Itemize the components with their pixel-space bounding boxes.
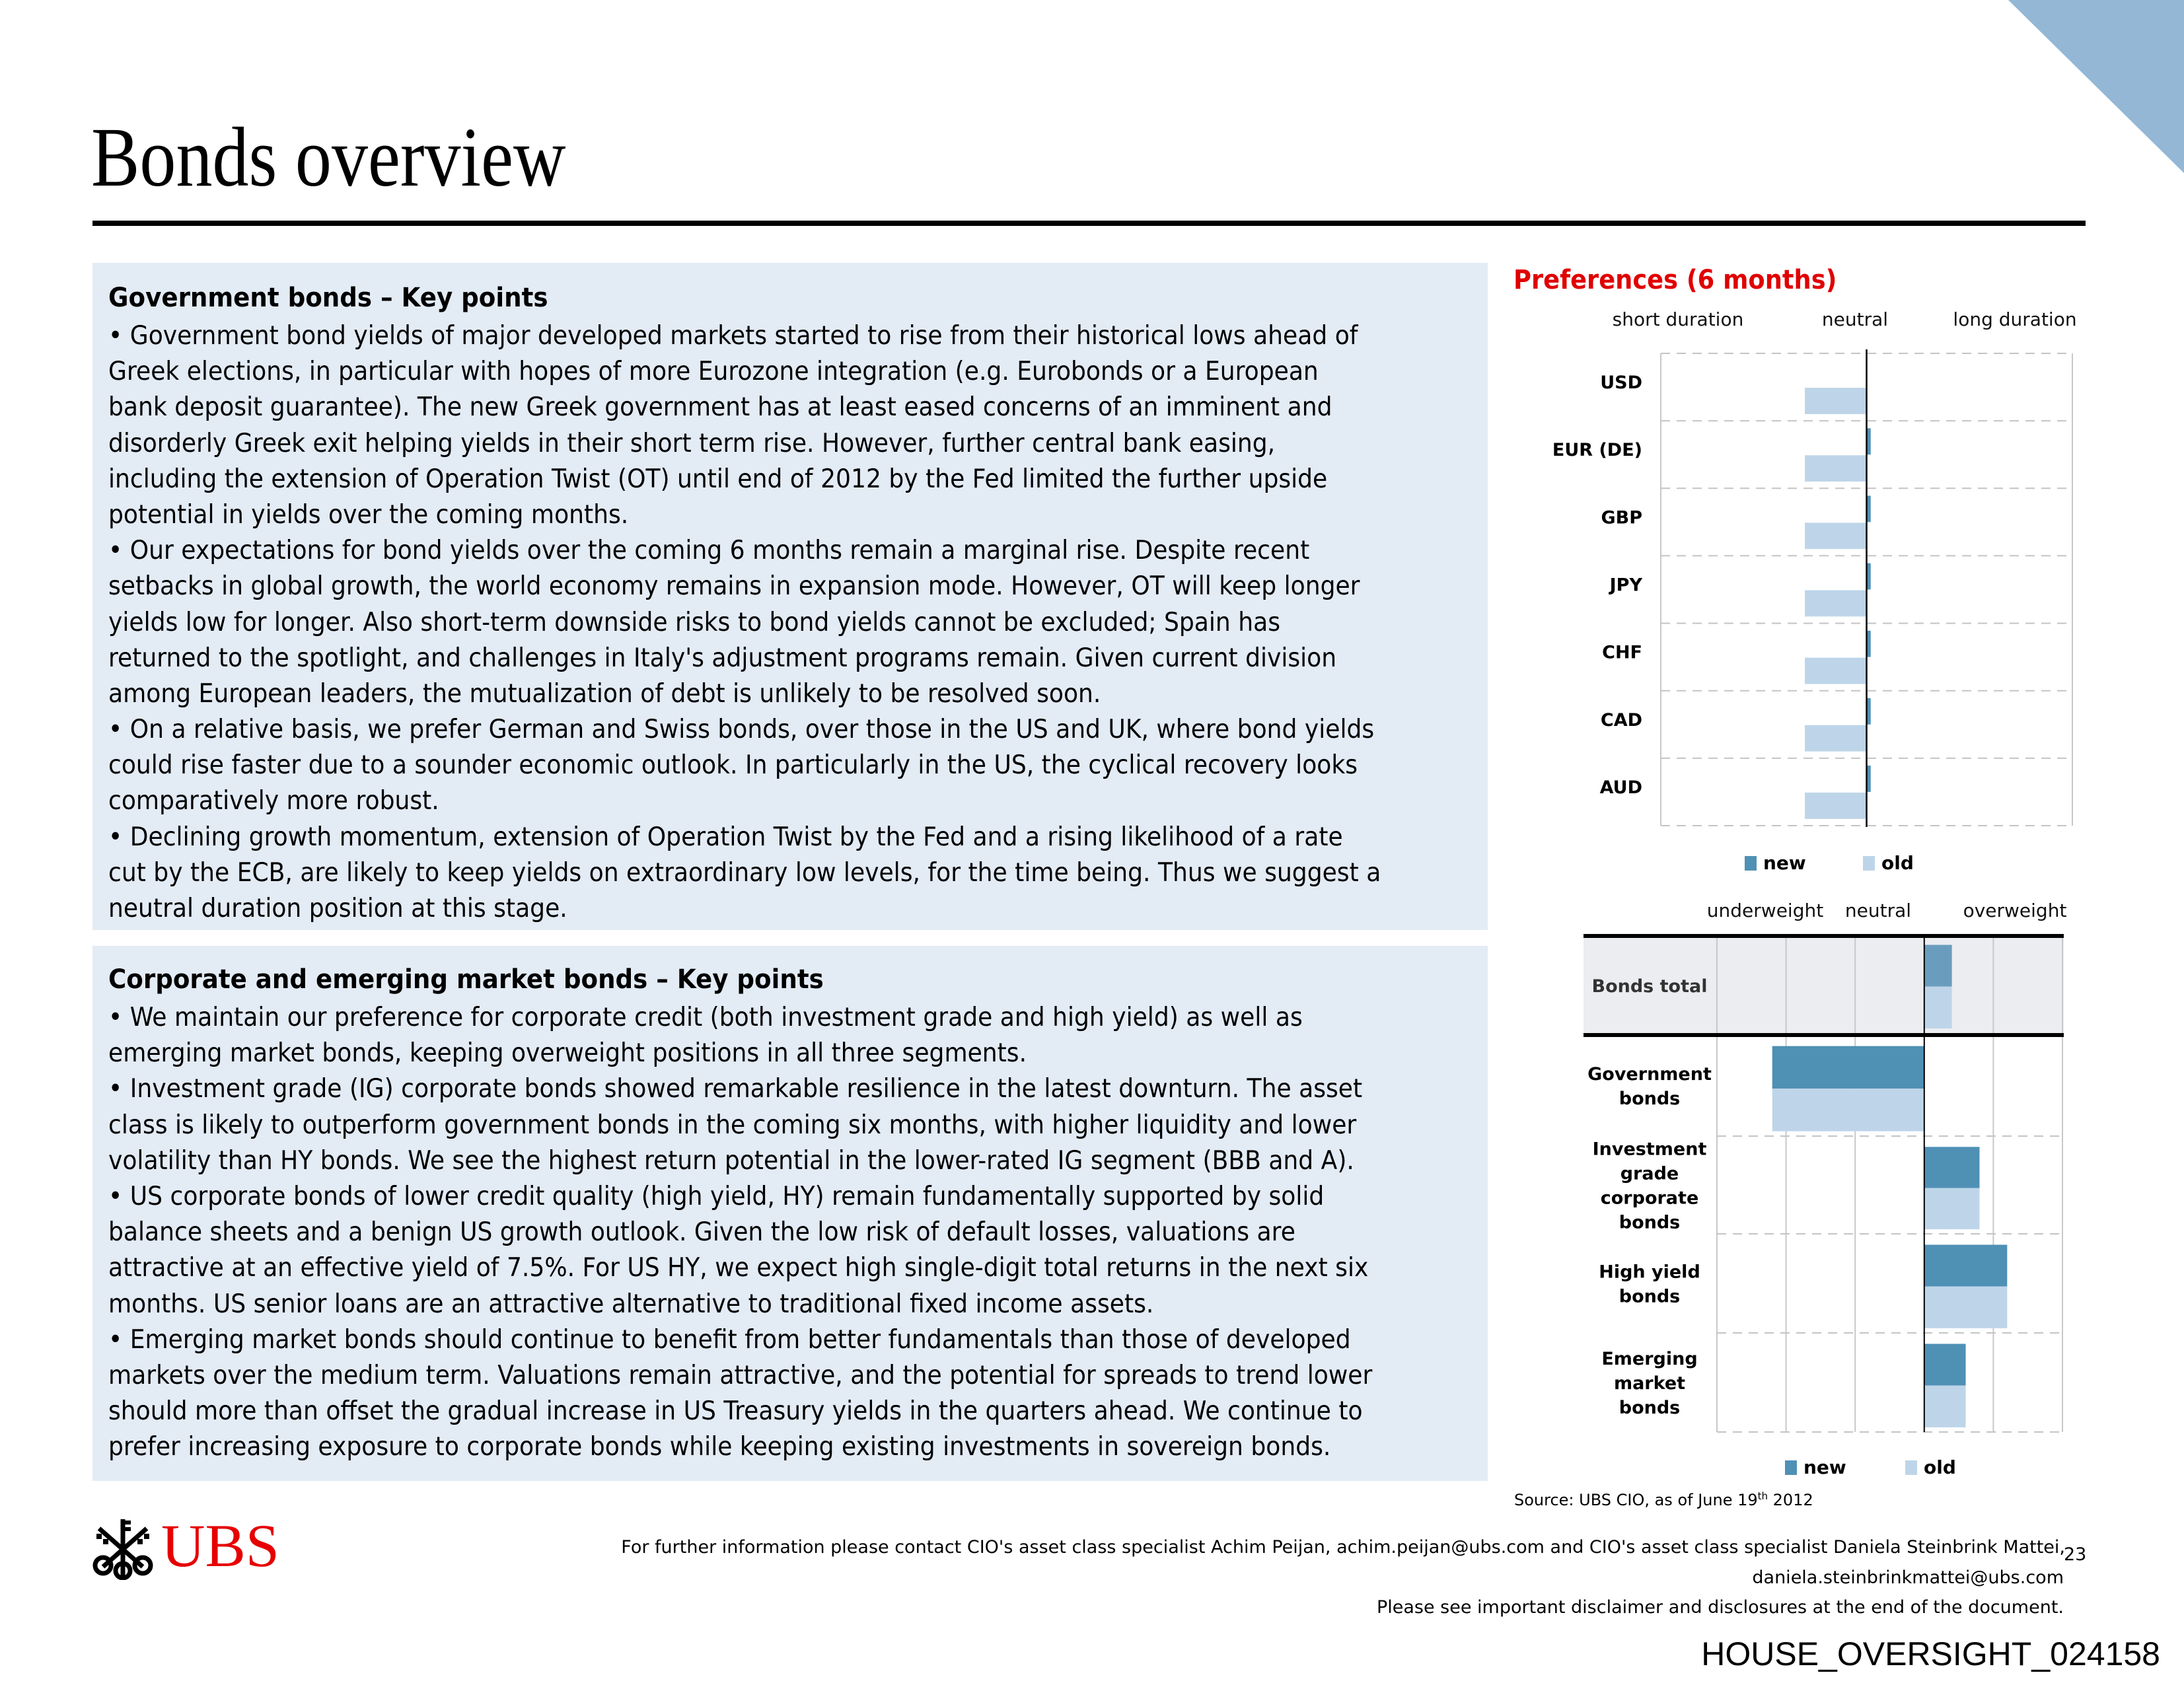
- text-line: yields low for longer. Also short-term downside risks to bond yields cannot be excluded; Spain has: [108, 607, 1281, 637]
- bar-old: [1924, 987, 1952, 1028]
- title-divider: [92, 221, 2086, 226]
- category-label: [1592, 976, 1708, 997]
- text-line: emerging market bonds, keeping overweight positions in all three segments.: [108, 1038, 1027, 1069]
- category-label-line: Bonds total: [1591, 976, 1708, 997]
- category-label: GBP: [1601, 507, 1642, 528]
- text-line: prefer increasing exposure to corporate bonds while keeping existing investments in sovereign bonds.: [108, 1432, 1331, 1462]
- bar-old: [1805, 455, 1866, 482]
- legend-label-old: old: [1881, 852, 1914, 874]
- category-label: [1599, 1262, 1700, 1307]
- contact-line-1: For further information please contact CIO's asset class specialist Achim Peijan, achim.peijan@ubs.com and CIO's asset class specialist Daniela Steinbrink Mattei,: [621, 1537, 2065, 1558]
- category-label-line: Emerging: [1601, 1349, 1698, 1369]
- category-label: EUR (DE): [1552, 440, 1642, 461]
- text-line: potential in yields over the coming months.: [108, 499, 629, 530]
- bar-old: [1924, 1188, 1980, 1229]
- bar-old: [1805, 793, 1866, 819]
- text-line: returned to the spotlight, and challenges in Italy's adjustment programs remain. Given current division: [108, 643, 1337, 673]
- text-line: • Our expectations for bond yields over the coming 6 months remain a marginal rise. Despite recent: [108, 536, 1310, 566]
- category-label: USD: [1600, 373, 1642, 394]
- category-label: [1601, 1349, 1697, 1418]
- text-line: • Investment grade (IG) corporate bonds showed remarkable resilience in the latest downturn. The asset: [108, 1074, 1363, 1104]
- text-line: • US corporate bonds of lower credit quality (high yield, HY) remain fundamentally supported by solid: [108, 1181, 1325, 1211]
- source-text: Source: UBS CIO, as of June 19: [1514, 1491, 1758, 1509]
- text-line: among European leaders, the mutualization of debt is unlikely to be resolved soon.: [108, 678, 1101, 709]
- text-line: • We maintain our preference for corporate credit (both investment grade and high yield) as well as: [108, 1003, 1303, 1032]
- text-line: Greek elections, in particular with hopes of more Eurozone integration (e.g. Eurobonds or a European: [108, 357, 1319, 387]
- text-line: neutral duration position at this stage.: [108, 894, 567, 923]
- bar-old: [1924, 1287, 2008, 1328]
- text-line: • Emerging market bonds should continue to benefit from better fundamentals than those of developed: [108, 1324, 1351, 1355]
- axis-label-overweight: overweight: [1963, 900, 2067, 921]
- bar-new: [1924, 1147, 1980, 1188]
- category-label-line: Investment: [1592, 1139, 1707, 1160]
- text-line: disorderly Greek exit helping yields in their short term rise. However, further central bank easing,: [108, 428, 1276, 458]
- legend-swatch-old: [1863, 856, 1875, 871]
- segment-preferences-chart: [1572, 925, 2088, 1447]
- legend-swatch-new: [1745, 856, 1757, 871]
- legend2-label-old: old: [1924, 1456, 1956, 1478]
- category-label-line: grade: [1620, 1163, 1679, 1184]
- bar-new: [1924, 1344, 1966, 1386]
- bar-old: [1924, 1386, 1966, 1427]
- source-year: 2012: [1768, 1491, 1813, 1509]
- text-line: • Declining growth momentum, extension of Operation Twist by the Fed and a rising likelihood of a rate: [108, 822, 1343, 852]
- axis-label-long-duration: long duration: [1953, 308, 2077, 330]
- category-label-line: bonds: [1619, 1212, 1681, 1233]
- legend2-label-new: new: [1803, 1456, 1846, 1478]
- government-bonds-panel: [92, 263, 1488, 930]
- bar-new: [1772, 1046, 1924, 1089]
- bar-old: [1805, 725, 1866, 752]
- axis-label-short-duration: short duration: [1612, 308, 1744, 330]
- government-bonds-heading: Government bonds – Key points: [108, 283, 548, 313]
- category-label: [1593, 1139, 1707, 1233]
- chart-source: [1514, 1486, 1813, 1510]
- bar-new: [1924, 1245, 2008, 1287]
- text-line: markets over the medium term. Valuations remain attractive, and the potential for spreads to trend lower: [108, 1360, 1373, 1390]
- disclaimer-note: Please see important disclaimer and disclosures at the end of the document.: [1376, 1597, 2064, 1618]
- ubs-wordmark: UBS: [161, 1512, 279, 1579]
- text-line: months. US senior loans are an attractive alternative to traditional fixed income assets.: [108, 1289, 1154, 1319]
- page-title: Bonds overview: [91, 110, 566, 204]
- corporate-bonds-panel: [92, 946, 1488, 1481]
- text-line: setbacks in global growth, the world economy remains in expansion mode. However, OT will keep longer: [108, 571, 1360, 602]
- category-label: JPY: [1609, 575, 1642, 596]
- text-line: should more than offset the gradual increase in US Treasury yields in the quarters ahead. We continue to: [108, 1396, 1363, 1427]
- legend2-old: [1905, 1456, 1956, 1479]
- text-line: • On a relative basis, we prefer German and Swiss bonds, over those in the US and UK, where bond yields: [108, 715, 1375, 745]
- government-bonds-text: [108, 318, 1481, 927]
- source-superscript: th: [1757, 1490, 1768, 1502]
- text-line: including the extension of Operation Twist (OT) until end of 2012 by the Fed limited the further upside: [108, 464, 1328, 494]
- legend2-new: [1785, 1456, 1846, 1479]
- legend2-swatch-old: [1905, 1460, 1917, 1475]
- text-line: class is likely to outperform government bonds in the coming six months, with higher liquidity and lower: [108, 1110, 1357, 1140]
- axis-label-neutral: neutral: [1821, 308, 1889, 330]
- text-line: volatility than HY bonds. We see the highest return potential in the lower-rated IG segment (BBB and A).: [108, 1145, 1354, 1176]
- category-label-line: corporate: [1600, 1188, 1699, 1209]
- bar-old: [1805, 522, 1866, 549]
- category-label-line: bonds: [1619, 1286, 1681, 1307]
- legend2-swatch-new: [1785, 1460, 1797, 1475]
- category-label: [1587, 1064, 1712, 1109]
- category-label-line: bonds: [1619, 1089, 1681, 1109]
- duration-preferences-chart: [1506, 343, 2101, 845]
- bar-old: [1805, 388, 1866, 414]
- bar-old: [1805, 591, 1866, 617]
- text-line: bank deposit guarantee). The new Greek government has at least eased concerns of an imminent and: [108, 392, 1332, 423]
- text-line: balance sheets and a benign US growth outlook. Given the low risk of default losses, valuations are: [108, 1217, 1295, 1248]
- document-id: HOUSE_OVERSIGHT_024158: [1701, 1635, 2160, 1672]
- ubs-logo: [90, 1512, 279, 1585]
- legend-label-new: new: [1763, 852, 1806, 874]
- text-line: attractive at an effective yield of 7.5%. For US HY, we expect high single-digit total returns in the next six: [108, 1253, 1369, 1283]
- category-label-line: Government: [1587, 1064, 1712, 1085]
- text-line: could rise faster due to a sounder economic outlook. In particularly in the US, the cyclical recovery looks: [108, 750, 1358, 781]
- corner-triangle: [2008, 0, 2184, 173]
- category-label-line: High yield: [1599, 1262, 1700, 1283]
- legend-old: [1863, 852, 1914, 875]
- category-label-line: market: [1613, 1373, 1686, 1394]
- corporate-bonds-heading: Corporate and emerging market bonds – Key points: [108, 964, 824, 995]
- axis-label-neutral-weight: neutral: [1844, 900, 1912, 921]
- ubs-keys-icon: [90, 1514, 156, 1580]
- category-label-line: bonds: [1619, 1398, 1681, 1418]
- bar-old: [1772, 1089, 1924, 1131]
- page-number: 23: [2064, 1544, 2087, 1565]
- legend-new: [1745, 852, 1806, 875]
- category-label: CHF: [1602, 642, 1642, 663]
- text-line: • Government bond yields of major developed markets started to rise from their historical lows ahead of: [108, 321, 1358, 351]
- preferences-title: Preferences (6 months): [1513, 265, 1837, 295]
- bar-new: [1924, 945, 1952, 987]
- axis-label-underweight: underweight: [1706, 900, 1824, 921]
- category-label: CAD: [1600, 709, 1642, 731]
- contact-line-2: daniela.steinbrinkmattei@ubs.com: [1752, 1567, 2064, 1588]
- text-line: comparatively more robust.: [108, 786, 439, 816]
- bar-old: [1805, 658, 1866, 684]
- corporate-bonds-text: [108, 1000, 1481, 1465]
- category-label: AUD: [1599, 777, 1642, 798]
- text-line: cut by the ECB, are likely to keep yields on extraordinary low levels, for the time being. Thus we suggest a: [108, 857, 1381, 888]
